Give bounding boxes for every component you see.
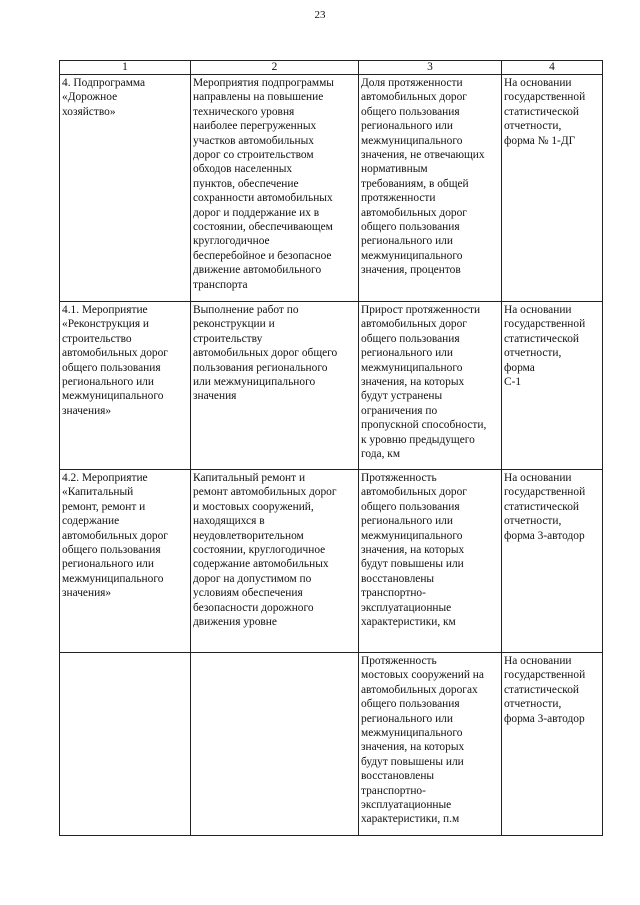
table-row [60, 470, 603, 653]
indicator-cell: Протяженность автомобильных дорог общего пользования регионального или межмуниципального значения, на которых будут повышены или восстановлены транспортно- эксплуатационные характеристики, км [359, 470, 502, 653]
source-cell: На основании государственной статистической отчетности, форма 3-автодор [502, 653, 603, 836]
indicator-cell: Доля протяженности автомобильных дорог общего пользования регионального или межмуниципального значения, не отвечающих нормативным требованиям, в общей протяженности автомобильных дорог общего пользования регионального или межмуниципального значения, процентов [359, 75, 502, 302]
program-name-cell [60, 653, 191, 836]
source-cell: На основании государственной статистической отчетности, форма С-1 [502, 302, 603, 470]
indicator-cell: Протяженность мостовых сооружений на автомобильных дорогах общего пользования регионального или межмуниципального значения, на которых будут повышены или восстановлены транспортно- эксплуатационные характеристики, п.м [359, 653, 502, 836]
program-measures-table [59, 60, 603, 836]
column-header-4: 4 [502, 61, 603, 75]
description-cell: Капитальный ремонт и ремонт автомобильных дорог и мостовых сооружений, находящихся в неудовлетворительном состоянии, круглогодичное содержание автомобильных дорог на допустимом по условиям обеспечения безопасности дорожного движения уровне [191, 470, 359, 653]
description-cell: Выполнение работ по реконструкции и строительству автомобильных дорог общего пользования регионального или межмуниципального значения [191, 302, 359, 470]
page-number: 23 [314, 9, 326, 21]
source-cell: На основании государственной статистической отчетности, форма № 1-ДГ [502, 75, 603, 302]
table-row [60, 653, 603, 836]
program-name-cell: 4.2. Мероприятие «Капитальный ремонт, ремонт и содержание автомобильных дорог общего пользования регионального или межмуниципального значения» [60, 470, 191, 653]
column-header-1: 1 [60, 61, 191, 75]
indicator-cell: Прирост протяженности автомобильных дорог общего пользования регионального или межмуниципального значения, на которых будут устранены ограничения по пропускной способности, к уровню предыдущего года, км [359, 302, 502, 470]
table-row [60, 302, 603, 470]
table-row [60, 75, 603, 302]
description-cell [191, 653, 359, 836]
column-header-3: 3 [359, 61, 502, 75]
source-cell: На основании государственной статистической отчетности, форма 3-автодор [502, 470, 603, 653]
description-cell: Мероприятия подпрограммы направлены на повышение технического уровня наиболее перегруженных участков автомобильных дорог со строительством обходов населенных пунктов, обеспечение сохранности автомобильных дорог и поддержание их в состоянии, обеспечивающем круглогодичное бесперебойное и безопасное движение автомобильного транспорта [191, 75, 359, 302]
column-header-2: 2 [191, 61, 359, 75]
program-name-cell: 4. Подпрограмма «Дорожное хозяйство» [60, 75, 191, 302]
program-name-cell: 4.1. Мероприятие «Реконструкция и строительство автомобильных дорог общего пользования регионального или межмуниципального значения» [60, 302, 191, 470]
table-header-row [60, 61, 603, 75]
